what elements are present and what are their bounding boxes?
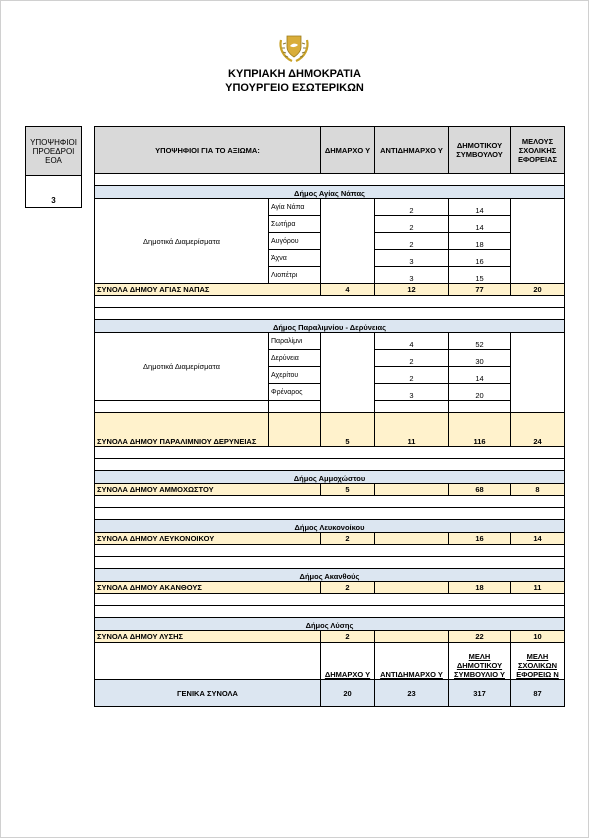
municipality-name: Δήμος Αμμοχώστου <box>95 471 565 484</box>
total-label: ΣΥΝΟΛΑ ΔΗΜΟΥ ΛΕΥΚΟΝΟΙΚΟΥ <box>95 533 321 545</box>
community-name: Αγία Νάπα <box>269 199 321 216</box>
cyprus-emblem-icon <box>275 32 313 64</box>
council-count: 14 <box>449 199 511 216</box>
community-name: Αχερίτου <box>269 367 321 384</box>
municipality-name: Δήμος Λευκονοίκου <box>95 520 565 533</box>
col-deputy: ΑΝΤΙΔΗΜΑΡΧΟ Υ <box>375 127 449 174</box>
total-label: ΣΥΝΟΛΑ ΔΗΜΟΥ ΠΑΡΑΛΙΜΝΙΟΥ ΔΕΡΥΝΕΙΑΣ <box>95 413 269 447</box>
total-school: 24 <box>511 413 565 447</box>
col-mayor: ΔΗΜΑΡΧΟ Υ <box>321 127 375 174</box>
deputy-count: 2 <box>375 233 449 250</box>
districts-label: Δημοτικά Διαμερίσματα <box>95 333 269 401</box>
municipality-name: Δήμος Αγίας Νάπας <box>95 186 565 199</box>
total-deputy: 11 <box>375 413 449 447</box>
total-school: 8 <box>511 484 565 496</box>
community-name: Φρέναρος <box>269 384 321 401</box>
deputy-count: 2 <box>375 350 449 367</box>
grand-total-deputy: 23 <box>375 680 449 707</box>
total-council: 68 <box>449 484 511 496</box>
total-school: 10 <box>511 631 565 643</box>
community-name: Άχνα <box>269 250 321 267</box>
footer-col-school: ΜΕΛΗ ΣΧΟΛΙΚΩΝ ΕΦΟΡΕΙΩ Ν <box>511 643 565 680</box>
council-count: 14 <box>449 367 511 384</box>
title-ministry: ΥΠΟΥΡΓΕΙΟ ΕΣΩΤΕΡΙΚΩΝ <box>225 82 364 94</box>
eoa-label: ΥΠΟΨΗΦΙΟΙ ΠΡΟΕΔΡΟΙ ΕΟΑ <box>26 127 82 176</box>
total-mayor: 5 <box>321 484 375 496</box>
deputy-count: 3 <box>375 384 449 401</box>
total-label: ΣΥΝΟΛΑ ΔΗΜΟΥ ΑΓΙΑΣ ΝΑΠΑΣ <box>95 284 321 296</box>
grand-total-row <box>95 680 565 707</box>
footer-col-council: ΜΕΛΗ ΔΗΜΟΤΙΚΟΥ ΣΥΜΒΟΥΛΙΟ Υ <box>449 643 511 680</box>
grand-total-mayor: 20 <box>321 680 375 707</box>
deputy-count: 4 <box>375 333 449 350</box>
community-name: Δερύνεια <box>269 350 321 367</box>
community-name: Λιοπέτρι <box>269 267 321 284</box>
total-label: ΣΥΝΟΛΑ ΔΗΜΟΥ ΑΜΜΟΧΩΣΤΟΥ <box>95 484 321 496</box>
grand-total-label: ΓΕΝΙΚΑ ΣΥΝΟΛΑ <box>95 680 321 707</box>
total-council: 18 <box>449 582 511 594</box>
total-deputy <box>375 631 449 643</box>
total-council: 16 <box>449 533 511 545</box>
municipality-header <box>95 320 565 333</box>
total-mayor: 2 <box>321 533 375 545</box>
community-name: Σωτήρα <box>269 216 321 233</box>
total-deputy: 12 <box>375 284 449 296</box>
council-count: 18 <box>449 233 511 250</box>
deputy-count: 3 <box>375 250 449 267</box>
deputy-count: 2 <box>375 367 449 384</box>
districts-label: Δημοτικά Διαμερίσματα <box>95 199 269 284</box>
col-school: ΜΕΛΟΥΣ ΣΧΟΛΙΚΗΣ ΕΦΟΡΕΙΑΣ <box>511 127 565 174</box>
total-mayor: 5 <box>321 413 375 447</box>
total-deputy <box>375 582 449 594</box>
total-school: 14 <box>511 533 565 545</box>
candidates-table <box>94 126 565 707</box>
municipality-header <box>95 471 565 484</box>
council-count: 14 <box>449 216 511 233</box>
total-deputy <box>375 533 449 545</box>
total-school: 11 <box>511 582 565 594</box>
total-council: 22 <box>449 631 511 643</box>
footer-col-deputy: ΑΝΤΙΔΗΜΑΡΧΟ Υ <box>375 643 449 680</box>
council-count: 16 <box>449 250 511 267</box>
deputy-count: 3 <box>375 267 449 284</box>
col-office: ΥΠΟΨΗΦΙΟΙ ΓΙΑ ΤΟ ΑΞΙΩΜΑ: <box>95 127 321 174</box>
community-name: Αυγόρου <box>269 233 321 250</box>
total-row <box>95 413 565 447</box>
total-label: ΣΥΝΟΛΑ ΔΗΜΟΥ ΑΚΑΝΘΟΥΣ <box>95 582 321 594</box>
total-school: 20 <box>511 284 565 296</box>
council-count: 20 <box>449 384 511 401</box>
grand-total-council: 317 <box>449 680 511 707</box>
council-count: 52 <box>449 333 511 350</box>
title-republic: ΚΥΠΡΙΑΚΗ ΔΗΜΟΚΡΑΤΙΑ <box>228 68 361 80</box>
council-count: 30 <box>449 350 511 367</box>
municipality-header <box>95 186 565 199</box>
council-count: 15 <box>449 267 511 284</box>
col-council: ΔΗΜΟΤΙΚΟΥ ΣΥΜΒΟΥΛΟΥ <box>449 127 511 174</box>
total-row <box>95 484 565 496</box>
footer-header-row <box>95 643 565 680</box>
total-row <box>95 284 565 296</box>
municipality-name: Δήμος Ακανθούς <box>95 569 565 582</box>
header-row <box>95 127 565 174</box>
total-council: 116 <box>449 413 511 447</box>
municipality-name: Δήμος Λύσης <box>95 618 565 631</box>
municipality-name: Δήμος Παραλιμνίου - Δερύνειας <box>95 320 565 333</box>
total-row <box>95 582 565 594</box>
total-row <box>95 631 565 643</box>
total-mayor: 2 <box>321 582 375 594</box>
total-deputy <box>375 484 449 496</box>
grand-total-school: 87 <box>511 680 565 707</box>
municipality-header <box>95 569 565 582</box>
total-council: 77 <box>449 284 511 296</box>
total-label: ΣΥΝΟΛΑ ΔΗΜΟΥ ΛΥΣΗΣ <box>95 631 321 643</box>
total-mayor: 4 <box>321 284 375 296</box>
total-row <box>95 533 565 545</box>
municipality-header <box>95 520 565 533</box>
table-row <box>95 199 565 216</box>
eoa-value: 3 <box>26 176 82 208</box>
table-row <box>95 333 565 350</box>
footer-col-mayor: ΔΗΜΑΡΧΟ Υ <box>321 643 375 680</box>
total-mayor: 2 <box>321 631 375 643</box>
municipality-header <box>95 618 565 631</box>
deputy-count: 2 <box>375 216 449 233</box>
deputy-count: 2 <box>375 199 449 216</box>
eoa-candidates-table <box>25 126 82 208</box>
community-name: Παραλίμνι <box>269 333 321 350</box>
